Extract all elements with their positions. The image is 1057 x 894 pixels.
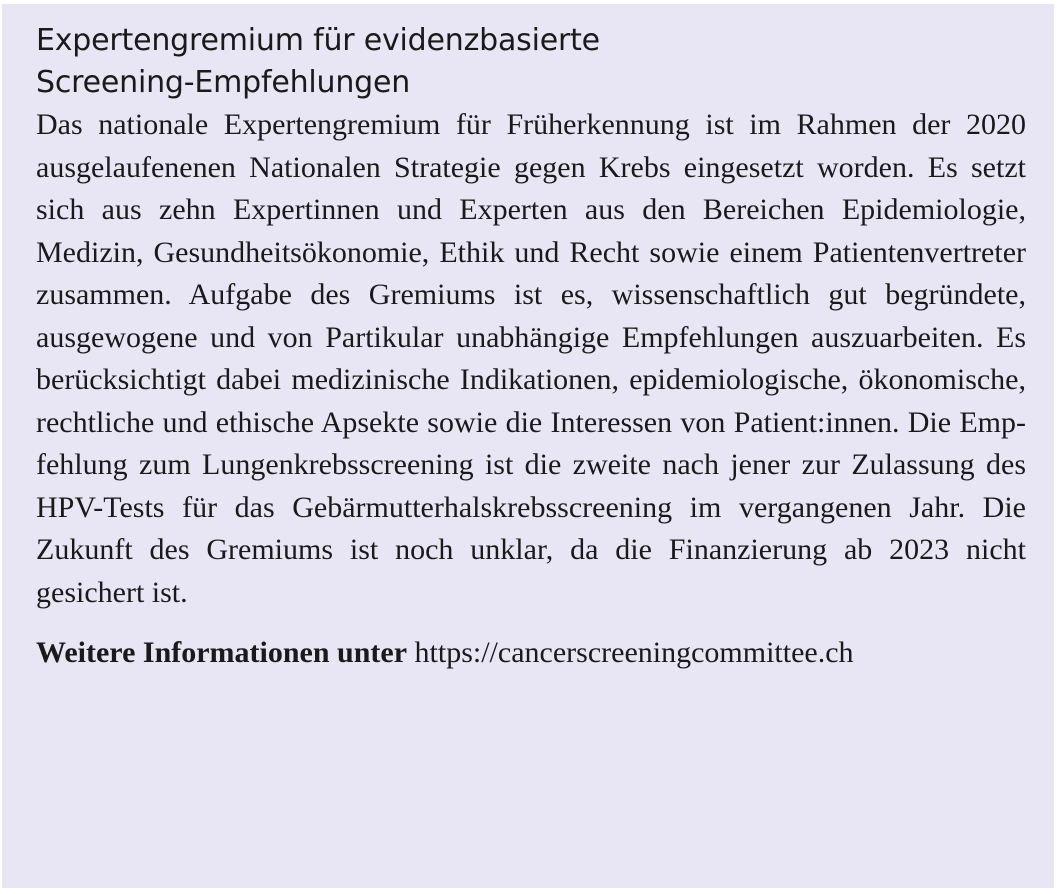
box-title — [36, 20, 1026, 104]
box-title-line-1: Expertengremium für evidenzbasierte — [36, 23, 600, 58]
box-paragraph: Das nationale Expertengremium für Früherkennung ist im Rahmen der 2020 ausgelaufenenen Nationalen Strategie gegen Krebs eingesetzt worden. Es setzt sich aus zehn Expertinnen und Experten aus den Bereichen Epidemiologie, Medizin, Gesundheitsökonomie, Ethik und Recht sowie einem Patientenvertreter zusammen. Aufgabe des Gremiums ist es, wissenschaftlich gut begründete, ausgewogene und von Partikular unabhängige Empfehlungen auszuarbeiten. Es berücksichtigt dabei medizinische Indikationen, epidemiologische, ökonomische, rechtliche und ethische Apsekte sowie die Interessen von Patient:innen. Die Empfehlung zum Lungenkrebsscreening ist die zweite nach jener zur Zulassung des HPV-Tests für das Gebärmutterhalskrebsscreening im vergangenen Jahr. Die Zukunft des Gremiums ist noch unklar, da die Finanzierung ab 2023 nicht gesichert ist. — [36, 108, 1026, 609]
box-title-line-2: Screening-Empfehlungen — [36, 65, 411, 100]
more-info-line — [36, 632, 1026, 674]
info-box — [2, 4, 1054, 888]
more-info-label: Weitere Informationen unter — [36, 636, 408, 669]
more-info-url[interactable]: https://cancerscreeningcommittee.ch — [414, 636, 854, 669]
